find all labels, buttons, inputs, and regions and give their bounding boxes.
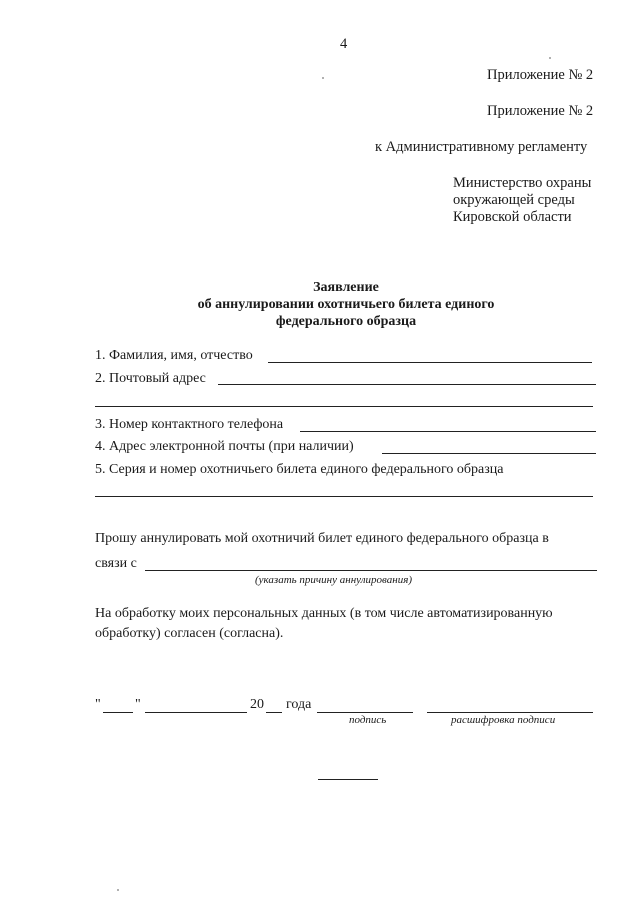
date-year-line[interactable] (266, 712, 282, 713)
bottom-separator (318, 779, 378, 780)
document-title: Заявление (313, 280, 379, 295)
document-title-line-3: федерального образца (275, 314, 417, 329)
field-email-line[interactable] (382, 453, 596, 454)
appendix-label-2: Приложение № 2 (487, 103, 594, 119)
page-number: 4 (340, 36, 348, 52)
ministry-line-2: окружающей среды (453, 192, 575, 208)
document-title-line-2: об аннулировании охотничьего билета единого (197, 297, 495, 312)
scan-speck (117, 889, 119, 891)
date-quote-open: " (95, 697, 101, 712)
consent-text-line-2: обработку) согласен (согласна). (95, 626, 284, 641)
field-postal-address-line[interactable] (218, 384, 596, 385)
regulation-label: к Административному регламенту (375, 139, 588, 155)
field-phone-label: 3. Номер контактного телефона (95, 417, 284, 432)
field-full-name-label: 1. Фамилия, имя, отчество (95, 348, 253, 363)
date-day-line[interactable] (103, 712, 133, 713)
field-phone-line[interactable] (300, 431, 596, 432)
ministry-line-1: Министерство охраны (453, 175, 592, 191)
request-reason-prefix: связи с (95, 556, 137, 571)
request-reason-hint: (указать причину аннулирования) (255, 574, 412, 586)
date-month-line[interactable] (145, 712, 247, 713)
request-reason-line[interactable] (145, 570, 597, 571)
signature-line[interactable] (317, 712, 413, 713)
field-ticket-number-label: 5. Серия и номер охотничьего билета единого федерального образца (95, 462, 504, 477)
scan-speck (549, 57, 551, 59)
field-full-name-line[interactable] (268, 362, 592, 363)
field-postal-address-line-2[interactable] (95, 406, 593, 407)
signature-decode-line[interactable] (427, 712, 593, 713)
appendix-label-1: Приложение № 2 (487, 67, 594, 83)
consent-text-line-1: На обработку моих персональных данных (в том числе автоматизированную (95, 606, 553, 621)
scan-speck (322, 77, 324, 79)
field-email-label: 4. Адрес электронной почты (при наличии) (95, 439, 354, 454)
signature-label: подпись (349, 714, 387, 726)
date-year-prefix: 20 (250, 697, 264, 712)
date-quote-close: " (135, 697, 141, 712)
date-year-suffix: года (286, 697, 312, 712)
signature-decode-label: расшифровка подписи (451, 714, 556, 726)
field-ticket-number-line[interactable] (95, 496, 593, 497)
request-text: Прошу аннулировать мой охотничий билет единого федерального образца в (95, 531, 549, 546)
ministry-line-3: Кировской области (453, 209, 572, 225)
field-postal-address-label: 2. Почтовый адрес (95, 371, 206, 386)
